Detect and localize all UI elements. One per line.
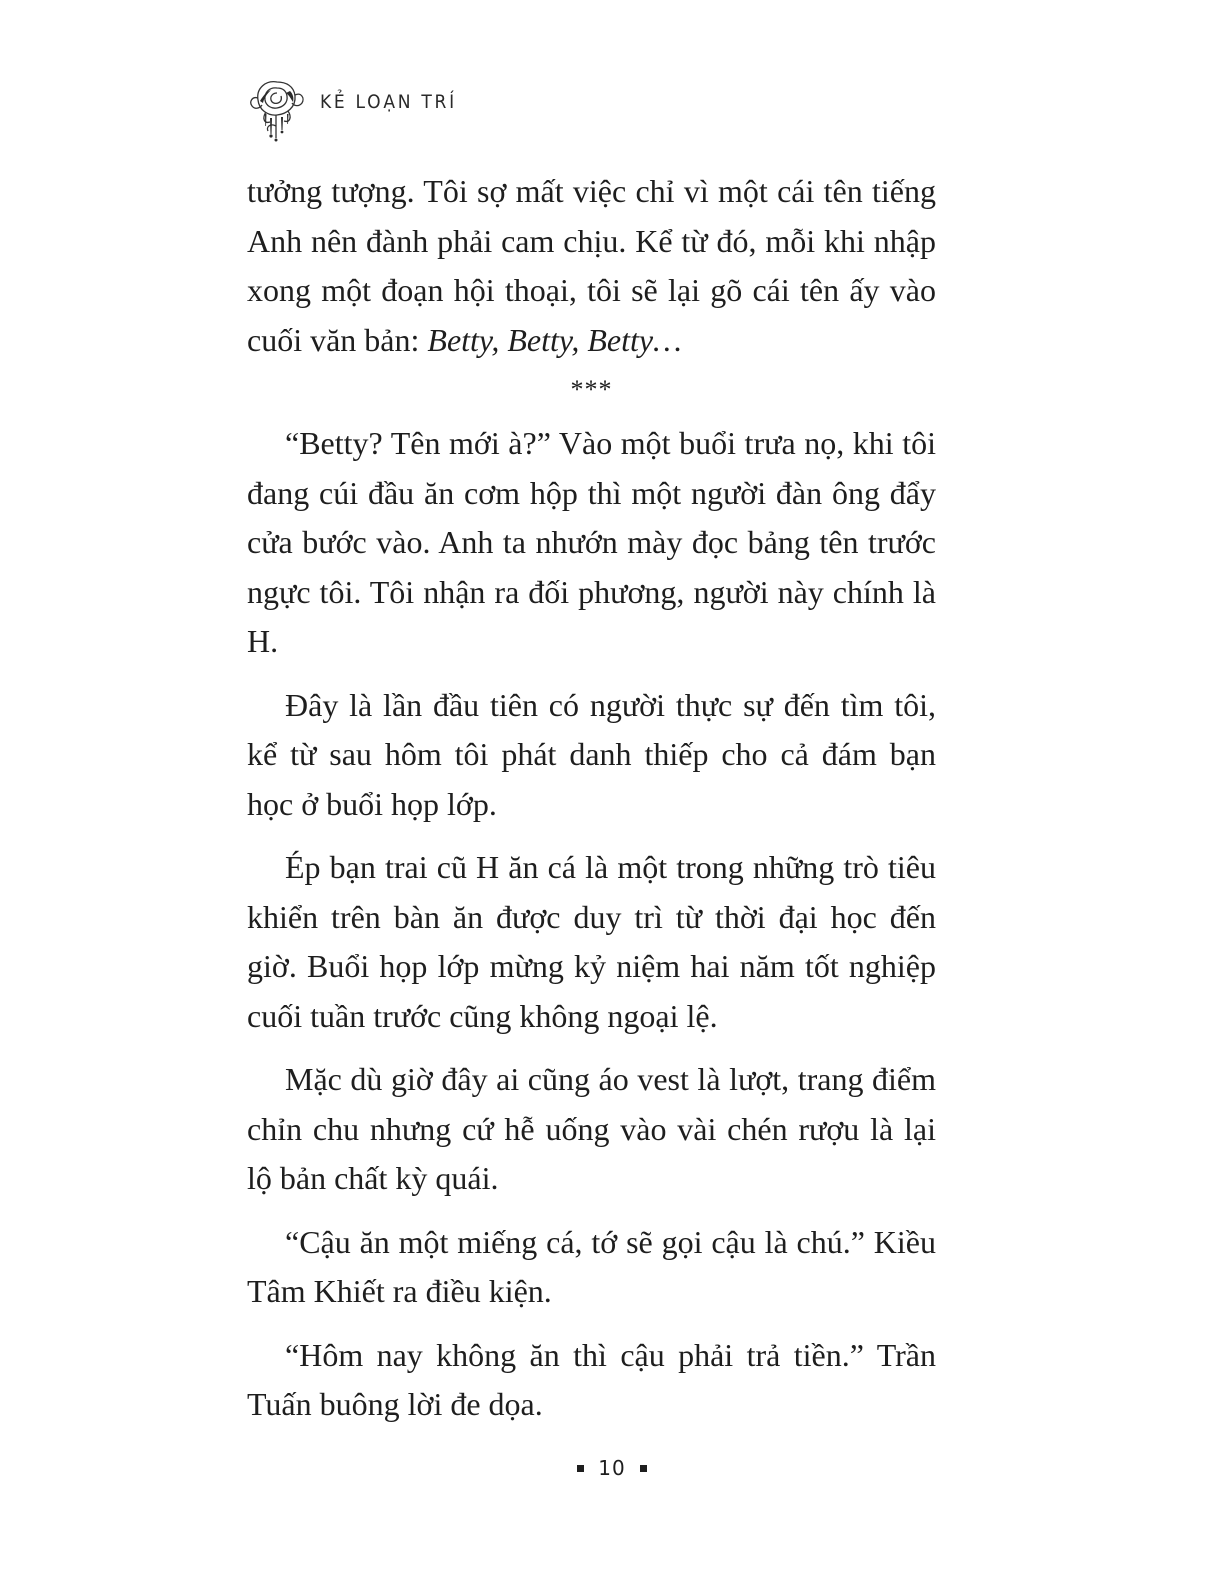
section-separator: ***: [570, 375, 613, 404]
square-bullet-icon: [577, 1465, 584, 1472]
paragraph: Ép bạn trai cũ H ăn cá là một trong những trò tiêu khiển trên bàn ăn được duy trì từ thời đại học đến giờ. Buổi họp lớp mừng kỷ niệm hai năm tốt nghiệp cuối tuần trước cũng không ngoại lệ.: [247, 849, 936, 1034]
running-header: [246, 74, 472, 144]
paragraph: “Hôm nay không ăn thì cậu phải trả tiền.” Trần Tuấn buông lời đe dọa.: [247, 1336, 936, 1422]
page-footer: [0, 1456, 1224, 1480]
italic-text: Betty, Betty, Betty…: [427, 321, 682, 358]
rose-icon: [246, 74, 308, 144]
paragraph: Mặc dù giờ đây ai cũng áo vest là lượt, trang điểm chỉn chu nhưng cứ hễ uống vào vài chén rượu là lại lộ bản chất kỳ quái.: [247, 1061, 936, 1196]
body-text: [247, 167, 936, 1430]
paragraph: “Betty? Tên mới à?” Vào một buổi trưa nọ, khi tôi đang cúi đầu ăn cơm hộp thì một người đàn ông đẩy cửa bước vào. Anh ta nhướn mày đọc bảng tên trước ngực tôi. Tôi nhận ra đối phương, người này chính là H.: [247, 425, 936, 659]
book-title: KẺ LOẠN TRÍ: [320, 91, 457, 113]
paragraph: “Cậu ăn một miếng cá, tớ sẽ gọi cậu là chú.” Kiều Tâm Khiết ra điều kiện.: [247, 1223, 936, 1309]
square-bullet-icon: [640, 1465, 647, 1472]
paragraph: tưởng tượng. Tôi sợ mất việc chỉ vì một cái tên tiếng Anh nên đành phải cam chịu. Kể từ đó, mỗi khi nhập xong một đoạn hội thoại, tôi sẽ lại gõ cái tên ấy vào cuối văn bản: Betty, Betty, Betty…: [247, 173, 936, 358]
paragraph: Đây là lần đầu tiên có người thực sự đến tìm tôi, kể từ sau hôm tôi phát danh thiếp cho cả đám bạn học ở buổi họp lớp.: [247, 686, 936, 822]
page-number: 10: [598, 1456, 626, 1480]
